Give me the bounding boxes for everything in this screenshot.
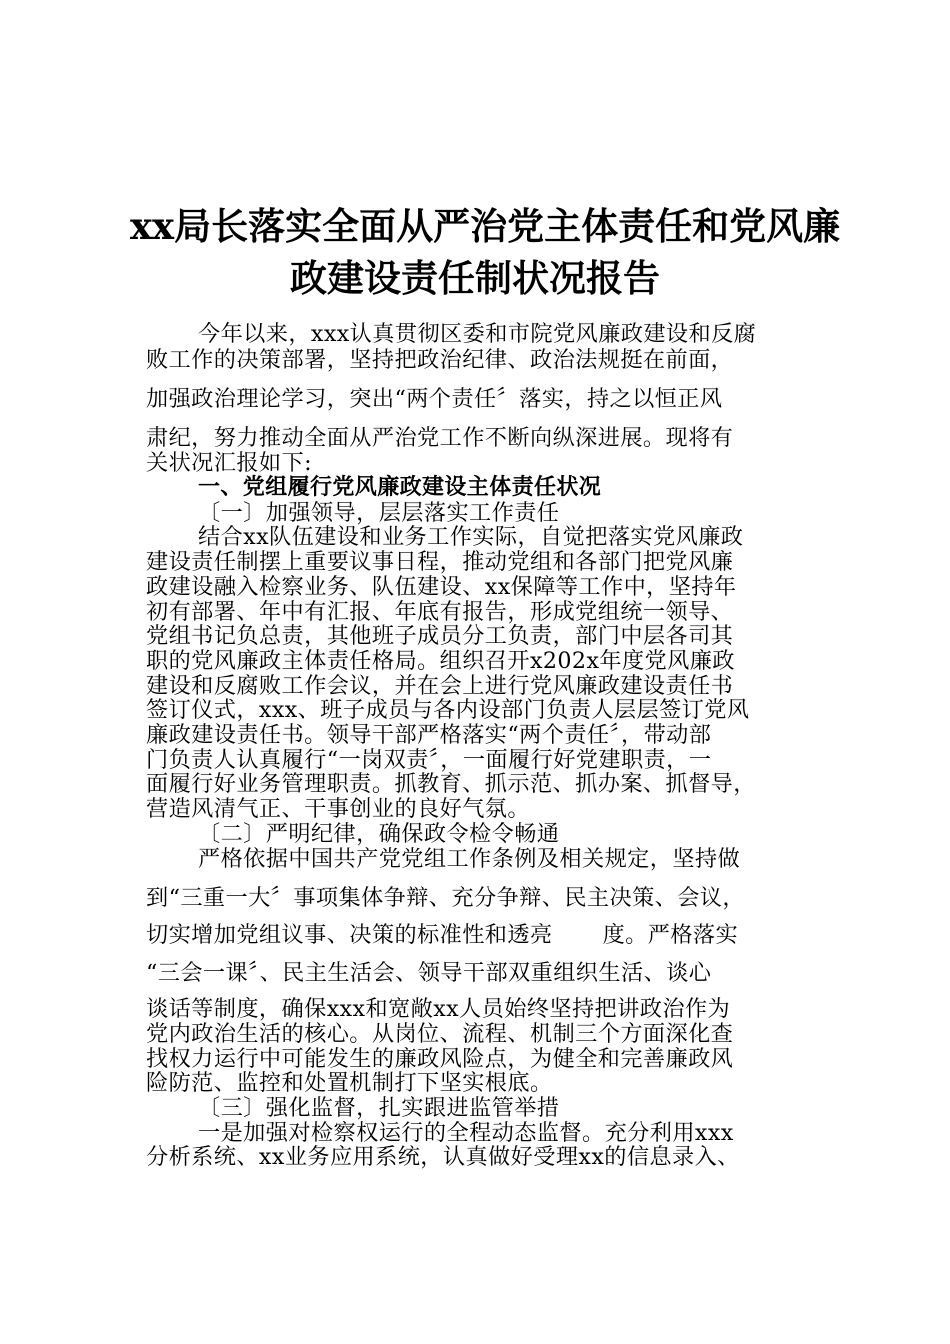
paragraph-line: 险防范、监控和处置机制打下坚实根底。 (146, 1070, 553, 1096)
paragraph-line: 肃纪，努力推动全面从严治党工作不断向纵深进展。现将有 (146, 425, 734, 451)
paragraph-line: 初有部署、年中有汇报、年底有报告，形成党组统一领导、 (146, 599, 734, 625)
paragraph-line: 党内政治生活的核心。从岗位、流程、机制三个方面深化查 (146, 1021, 734, 1047)
paragraph-line: 关状况汇报如下: (146, 450, 312, 476)
section-heading: 一、党组履行党风廉政建设主体责任状况 (198, 475, 602, 500)
document-title-line-1: xx局长落实全面从严治党主体责任和党风廉 (130, 204, 841, 248)
paragraph-line: 加强政治理论学习，突出“两个责任〞落实，持之以恒正风 (146, 386, 723, 412)
paragraph-line: 建设责任制摆上重要议事日程，推动党组和各部门把党风廉 (146, 549, 734, 575)
paragraph-line: “三会一课〞、民主生活会、领导干部双重组织生活、谈心 (146, 960, 712, 986)
paragraph-line: 谈话等制度，确保xxx和宽敞xx人员始终坚持把讲政治作为 (146, 996, 731, 1022)
paragraph-line: 结合xx队伍建设和业务工作实际，自觉把落实党风廉政 (198, 524, 744, 550)
paragraph-line: 败工作的决策部署，坚持把政治纪律、政治法规挺在前面， (146, 347, 734, 373)
paragraph-line: 签订仪式，xxx、班子成员与各内设部门负责人层层签订党风 (146, 697, 750, 723)
paragraph-line: 党组书记负总责，其他班子成员分工负责，部门中层各司其 (146, 623, 734, 649)
paragraph-line: 一是加强对检察权运行的全程动态监督。充分利用xxx (198, 1120, 734, 1146)
subsection-heading: 〔三〕强化监督，扎实跟进监管举措 (198, 1095, 560, 1121)
paragraph-line: 职的党风廉政主体责任格局。组织召开x202x年度党风廉政 (146, 648, 735, 674)
paragraph-line: 今年以来，xxx认真贯彻区委和市院党风廉政建设和反腐 (198, 321, 757, 347)
paragraph-line: 到“三重一大〞事项集体争辩、充分争辩、民主决策、会议， (146, 885, 746, 911)
paragraph-line-part: 度。严格落实 (602, 922, 739, 948)
paragraph-line: 门负责人认真履行“一岗双责〞，一面履行好党建职责，一 (146, 747, 712, 773)
paragraph-line: 面履行好业务管理职责。抓教育、抓示范、抓办案、抓督导， (146, 771, 756, 797)
paragraph-line-part: 切实增加党组议事、决策的标准性和透亮 (146, 922, 553, 948)
subsection-heading: 〔二〕严明纪律，确保政令检令畅通 (198, 821, 560, 847)
paragraph-line (146, 922, 738, 948)
paragraph-line: 找权力运行中可能发生的廉政风险点，为健全和完善廉政风 (146, 1046, 734, 1072)
paragraph-line: 廉政建设责任书。领导干部严格落实“两个责任〞，带动部 (146, 722, 712, 748)
paragraph-line: 建设和反腐败工作会议，并在会上进行党风廉政建设责任书 (146, 673, 734, 699)
paragraph-line: 政建设融入检察业务、队伍建设、xx保障等工作中，坚持年 (146, 574, 737, 600)
document-title-line-2: 政建设责任制状况报告 (290, 256, 660, 300)
paragraph-line: 严格依据中国共产党党组工作条例及相关规定，坚持做 (198, 846, 741, 872)
subsection-heading: 〔一〕加强领导，层层落实工作责任 (198, 500, 560, 526)
paragraph-line: 分析系统、xx业务应用系统，认真做好受理xx的信息录入、 (146, 1144, 740, 1170)
paragraph-line: 营造风清气正、干事创业的良好气氛。 (146, 796, 530, 822)
